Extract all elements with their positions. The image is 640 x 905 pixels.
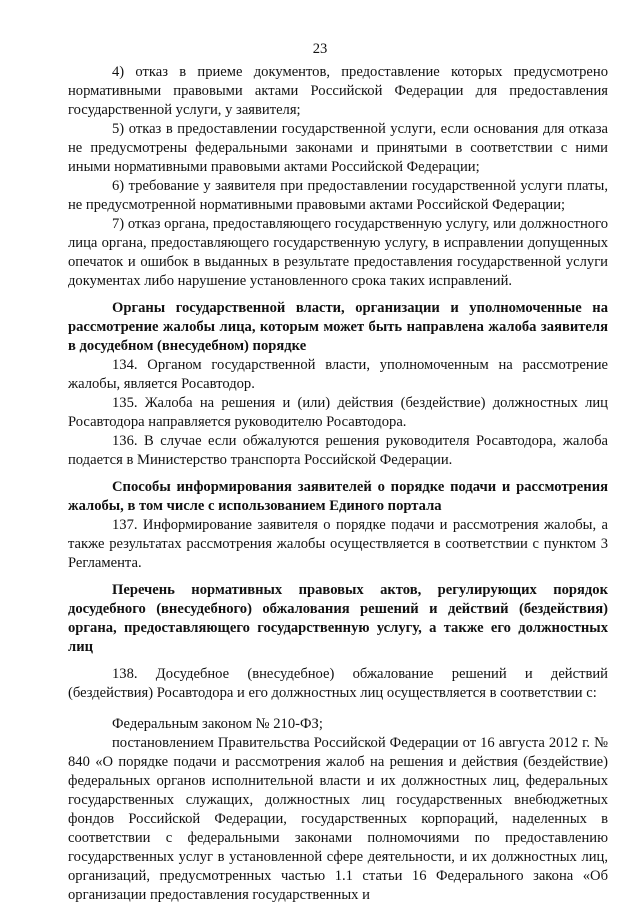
paragraph-federal-law: Федеральным законом № 210-ФЗ;	[112, 716, 323, 732]
paragraph-item-6: 6) требование у заявителя при предоставлении государственной услуги платы, не предусмотренной нормативными правовыми актами Российской Федерации;	[68, 178, 608, 213]
section-heading-informing-methods: Способы информирования заявителей о порядке подачи и рассмотрения жалобы, в том числе с использованием Единого портала	[68, 479, 608, 514]
section-heading-complaint-bodies: Органы государственной власти, организации и уполномоченные на рассмотрение жалобы лица, которым может быть направлена жалоба заявителя в досудебном (внесудебном) порядке	[68, 300, 608, 354]
section-heading-regulatory-acts: Перечень нормативных правовых актов, регулирующих порядок досудебного (внесудебного) обжалования решений и действий (бездействия) органа, предоставляющего государственную услугу, а также его должностных лиц	[68, 582, 608, 655]
paragraph-item-4: 4) отказ в приеме документов, предоставление которых предусмотрено нормативными правовыми актами Российской Федерации для предоставления государственной услуги, у заявителя;	[68, 64, 608, 118]
paragraph-136: 136. В случае если обжалуются решения руководителя Росавтодора, жалоба подается в Министерство транспорта Российской Федерации.	[68, 433, 608, 468]
paragraph-item-5: 5) отказ в предоставлении государственной услуги, если основания для отказа не предусмотрены федеральными законами и принятыми в соответствии с ними иными нормативными правовыми актами Российской Федерации;	[68, 121, 608, 175]
document-body	[68, 63, 608, 905]
paragraph-135: 135. Жалоба на решения и (или) действия (бездействие) должностных лиц Росавтодора направляется руководителю Росавтодора.	[68, 395, 608, 430]
paragraph-137: 137. Информирование заявителя о порядке подачи и рассмотрения жалобы, а также результатах рассмотрения жалобы осуществляется в соответствии с пунктом 3 Регламента.	[68, 517, 608, 571]
paragraph-government-decree: постановлением Правительства Российской Федерации от 16 августа 2012 г. № 840 «О порядке подачи и рассмотрения жалоб на решения и действия (бездействие) федеральных органов исполнительной власти и их должностных лиц, федеральных государственных служащих, должностных лиц государственных внебюджетных фондов Российской Федерации, государственных корпораций, наделенных в соответствии с федеральными законами полномочиями по предоставлению государственных услуг в установленной сфере деятельности, и их должностных лиц, организаций, предусмотренных частью 1.1 статьи 16 Федерального закона «Об организации предоставления государственных и	[68, 735, 608, 903]
paragraph-138: 138. Досудебное (внесудебное) обжалование решений и действий (бездействия) Росавтодора и его должностных лиц осуществляется в соответствии с:	[68, 666, 608, 701]
paragraph-item-7: 7) отказ органа, предоставляющего государственную услугу, или должностного лица органа, предоставляющего государственную услугу, в исправлении допущенных опечаток и ошибок в выданных в результате предоставления государственной услуги документах либо нарушение установленного срока таких исправлений.	[68, 216, 608, 289]
paragraph-134: 134. Органом государственной власти, уполномоченным на рассмотрение жалобы, является Росавтодор.	[68, 357, 608, 392]
page-number: 23	[312, 41, 328, 57]
